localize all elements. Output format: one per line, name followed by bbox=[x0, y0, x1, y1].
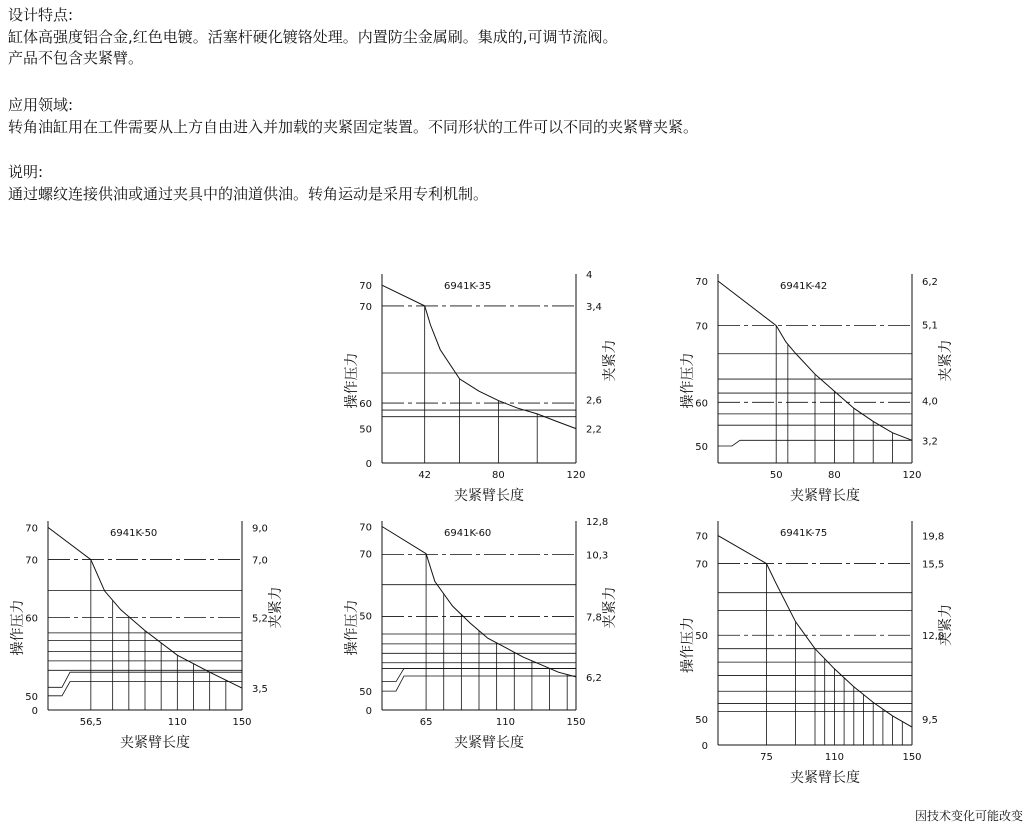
right-tick-label: 10,3 bbox=[586, 550, 609, 562]
y-axis-label-left: 操作压力 bbox=[10, 599, 26, 656]
x-tick-label: 110 bbox=[824, 752, 844, 763]
right-tick-label: 5,2 bbox=[252, 613, 268, 625]
y-axis-label-left: 操作压力 bbox=[680, 352, 696, 409]
chart-title: 6941K-42 bbox=[780, 281, 828, 292]
x-tick-label: 56,5 bbox=[79, 717, 102, 728]
x-tick-label: 110 bbox=[495, 717, 516, 728]
x-tick-label: 80 bbox=[828, 470, 841, 481]
x-tick-label: 150 bbox=[232, 717, 252, 728]
footnote: 因技术变化可能改变 bbox=[914, 809, 1023, 823]
left-tick-label: 50 bbox=[359, 687, 372, 699]
left-tick-label: 70 bbox=[359, 301, 372, 313]
right-tick-label: 15,5 bbox=[922, 559, 945, 571]
left-tick-label: 50 bbox=[359, 424, 372, 436]
left-tick-label: 0 bbox=[365, 706, 372, 717]
left-tick-label: 70 bbox=[695, 321, 708, 333]
x-axis-label: 夹紧臂长度 bbox=[454, 735, 524, 751]
left-tick-label: 50 bbox=[695, 441, 708, 453]
y-axis-label-right: 夹紧力 bbox=[938, 339, 954, 382]
y-axis-label-right: 夹紧力 bbox=[938, 604, 954, 646]
left-tick-label: 60 bbox=[25, 613, 38, 625]
design-line-1: 缸体高强度铝合金,红色电镀。活塞杆硬化镀铬处理。内置防尘金属刷。集成的,可调节流阀。 bbox=[8, 28, 618, 46]
x-tick-label: 42 bbox=[418, 470, 432, 481]
x-tick-label: 150 bbox=[902, 752, 922, 763]
left-tick-label: 70 bbox=[25, 523, 38, 535]
x-axis-label: 夹紧臂长度 bbox=[790, 770, 860, 786]
x-axis-label: 夹紧臂长度 bbox=[790, 488, 860, 504]
y-axis-label-left: 操作压力 bbox=[344, 352, 360, 409]
right-tick-label: 7,0 bbox=[252, 555, 268, 567]
right-tick-label: 3,4 bbox=[586, 301, 602, 313]
left-tick-label: 50 bbox=[25, 691, 38, 703]
design-line-2: 产品不包含夹紧臂。 bbox=[8, 49, 144, 67]
chart-title: 6941K-50 bbox=[110, 528, 158, 539]
chart-title: 6941K-35 bbox=[444, 281, 492, 292]
right-tick-label: 19,8 bbox=[922, 531, 945, 543]
app-heading: 应用领域: bbox=[8, 96, 74, 114]
left-tick-label: 60 bbox=[695, 398, 708, 410]
left-tick-label: 50 bbox=[695, 631, 708, 643]
design-heading: 设计特点: bbox=[8, 6, 74, 24]
x-tick-label: 120 bbox=[566, 470, 586, 481]
right-tick-label: 3,2 bbox=[922, 436, 938, 448]
x-tick-label: 50 bbox=[769, 470, 783, 481]
x-tick-label: 65 bbox=[419, 717, 433, 728]
x-axis-label: 夹紧臂长度 bbox=[120, 735, 190, 751]
chart-6941k-60 bbox=[338, 515, 658, 760]
pressure-curve bbox=[382, 285, 576, 428]
app-line-1: 转角油缸用在工件需要从上方自由进入并加载的夹紧固定装置。不同形状的工件可以不同的夹紧臂夹紧。 bbox=[8, 118, 699, 136]
desc-heading: 说明: bbox=[8, 163, 44, 181]
y-axis-label-left: 操作压力 bbox=[344, 599, 360, 656]
right-tick-label: 12,0 bbox=[922, 631, 945, 643]
y-axis-label-right: 夹紧力 bbox=[602, 586, 618, 629]
right-tick-label: 4,0 bbox=[922, 396, 938, 408]
x-tick-label: 110 bbox=[167, 717, 187, 728]
left-tick-label: 70 bbox=[25, 555, 38, 567]
right-tick-label: 12,8 bbox=[586, 517, 609, 528]
x-tick-label: 75 bbox=[760, 752, 773, 763]
desc-line-1: 通过螺纹连接供油或通过夹具中的油道供油。转角运动是采用专利机制。 bbox=[8, 185, 489, 203]
right-tick-label: 9,0 bbox=[252, 523, 268, 535]
x-axis-label: 夹紧臂长度 bbox=[454, 488, 524, 504]
chart-title: 6941K-60 bbox=[444, 528, 492, 539]
right-tick-label: 3,5 bbox=[252, 684, 268, 696]
left-tick-label: 0 bbox=[31, 706, 38, 717]
right-tick-label: 2,6 bbox=[586, 395, 602, 407]
left-tick-label: 70 bbox=[695, 531, 708, 543]
right-tick-label: 4 bbox=[586, 270, 593, 281]
right-tick-label: 6,2 bbox=[586, 672, 602, 684]
left-tick-label: 70 bbox=[695, 559, 708, 571]
right-tick-label: 6,2 bbox=[922, 276, 938, 288]
left-tick-label: 50 bbox=[359, 611, 372, 623]
y-axis-label-right: 夹紧力 bbox=[602, 339, 618, 382]
chart-6941k-42 bbox=[674, 268, 994, 513]
left-tick-label: 0 bbox=[701, 741, 708, 752]
x-tick-label: 150 bbox=[566, 717, 586, 728]
left-tick-label: 60 bbox=[359, 399, 372, 411]
y-axis-label-left: 操作压力 bbox=[680, 617, 696, 673]
chart-6941k-75 bbox=[674, 515, 994, 795]
y-axis-label-right: 夹紧力 bbox=[268, 586, 284, 629]
x-tick-label: 80 bbox=[492, 470, 505, 481]
right-tick-label: 9,5 bbox=[922, 715, 938, 727]
left-tick-label: 70 bbox=[359, 549, 372, 561]
right-tick-label: 5,1 bbox=[922, 320, 938, 332]
right-tick-label: 2,2 bbox=[586, 424, 602, 436]
left-tick-label: 0 bbox=[365, 459, 372, 470]
chart-6941k-50 bbox=[4, 515, 324, 760]
left-tick-label: 70 bbox=[695, 276, 708, 288]
left-tick-label: 70 bbox=[359, 281, 372, 293]
chart-title: 6941K-75 bbox=[780, 528, 828, 539]
chart-6941k-35 bbox=[338, 268, 658, 513]
left-tick-label: 50 bbox=[695, 715, 708, 727]
left-tick-label: 70 bbox=[359, 522, 372, 534]
x-tick-label: 120 bbox=[902, 470, 922, 481]
right-tick-label: 7,8 bbox=[586, 612, 602, 624]
